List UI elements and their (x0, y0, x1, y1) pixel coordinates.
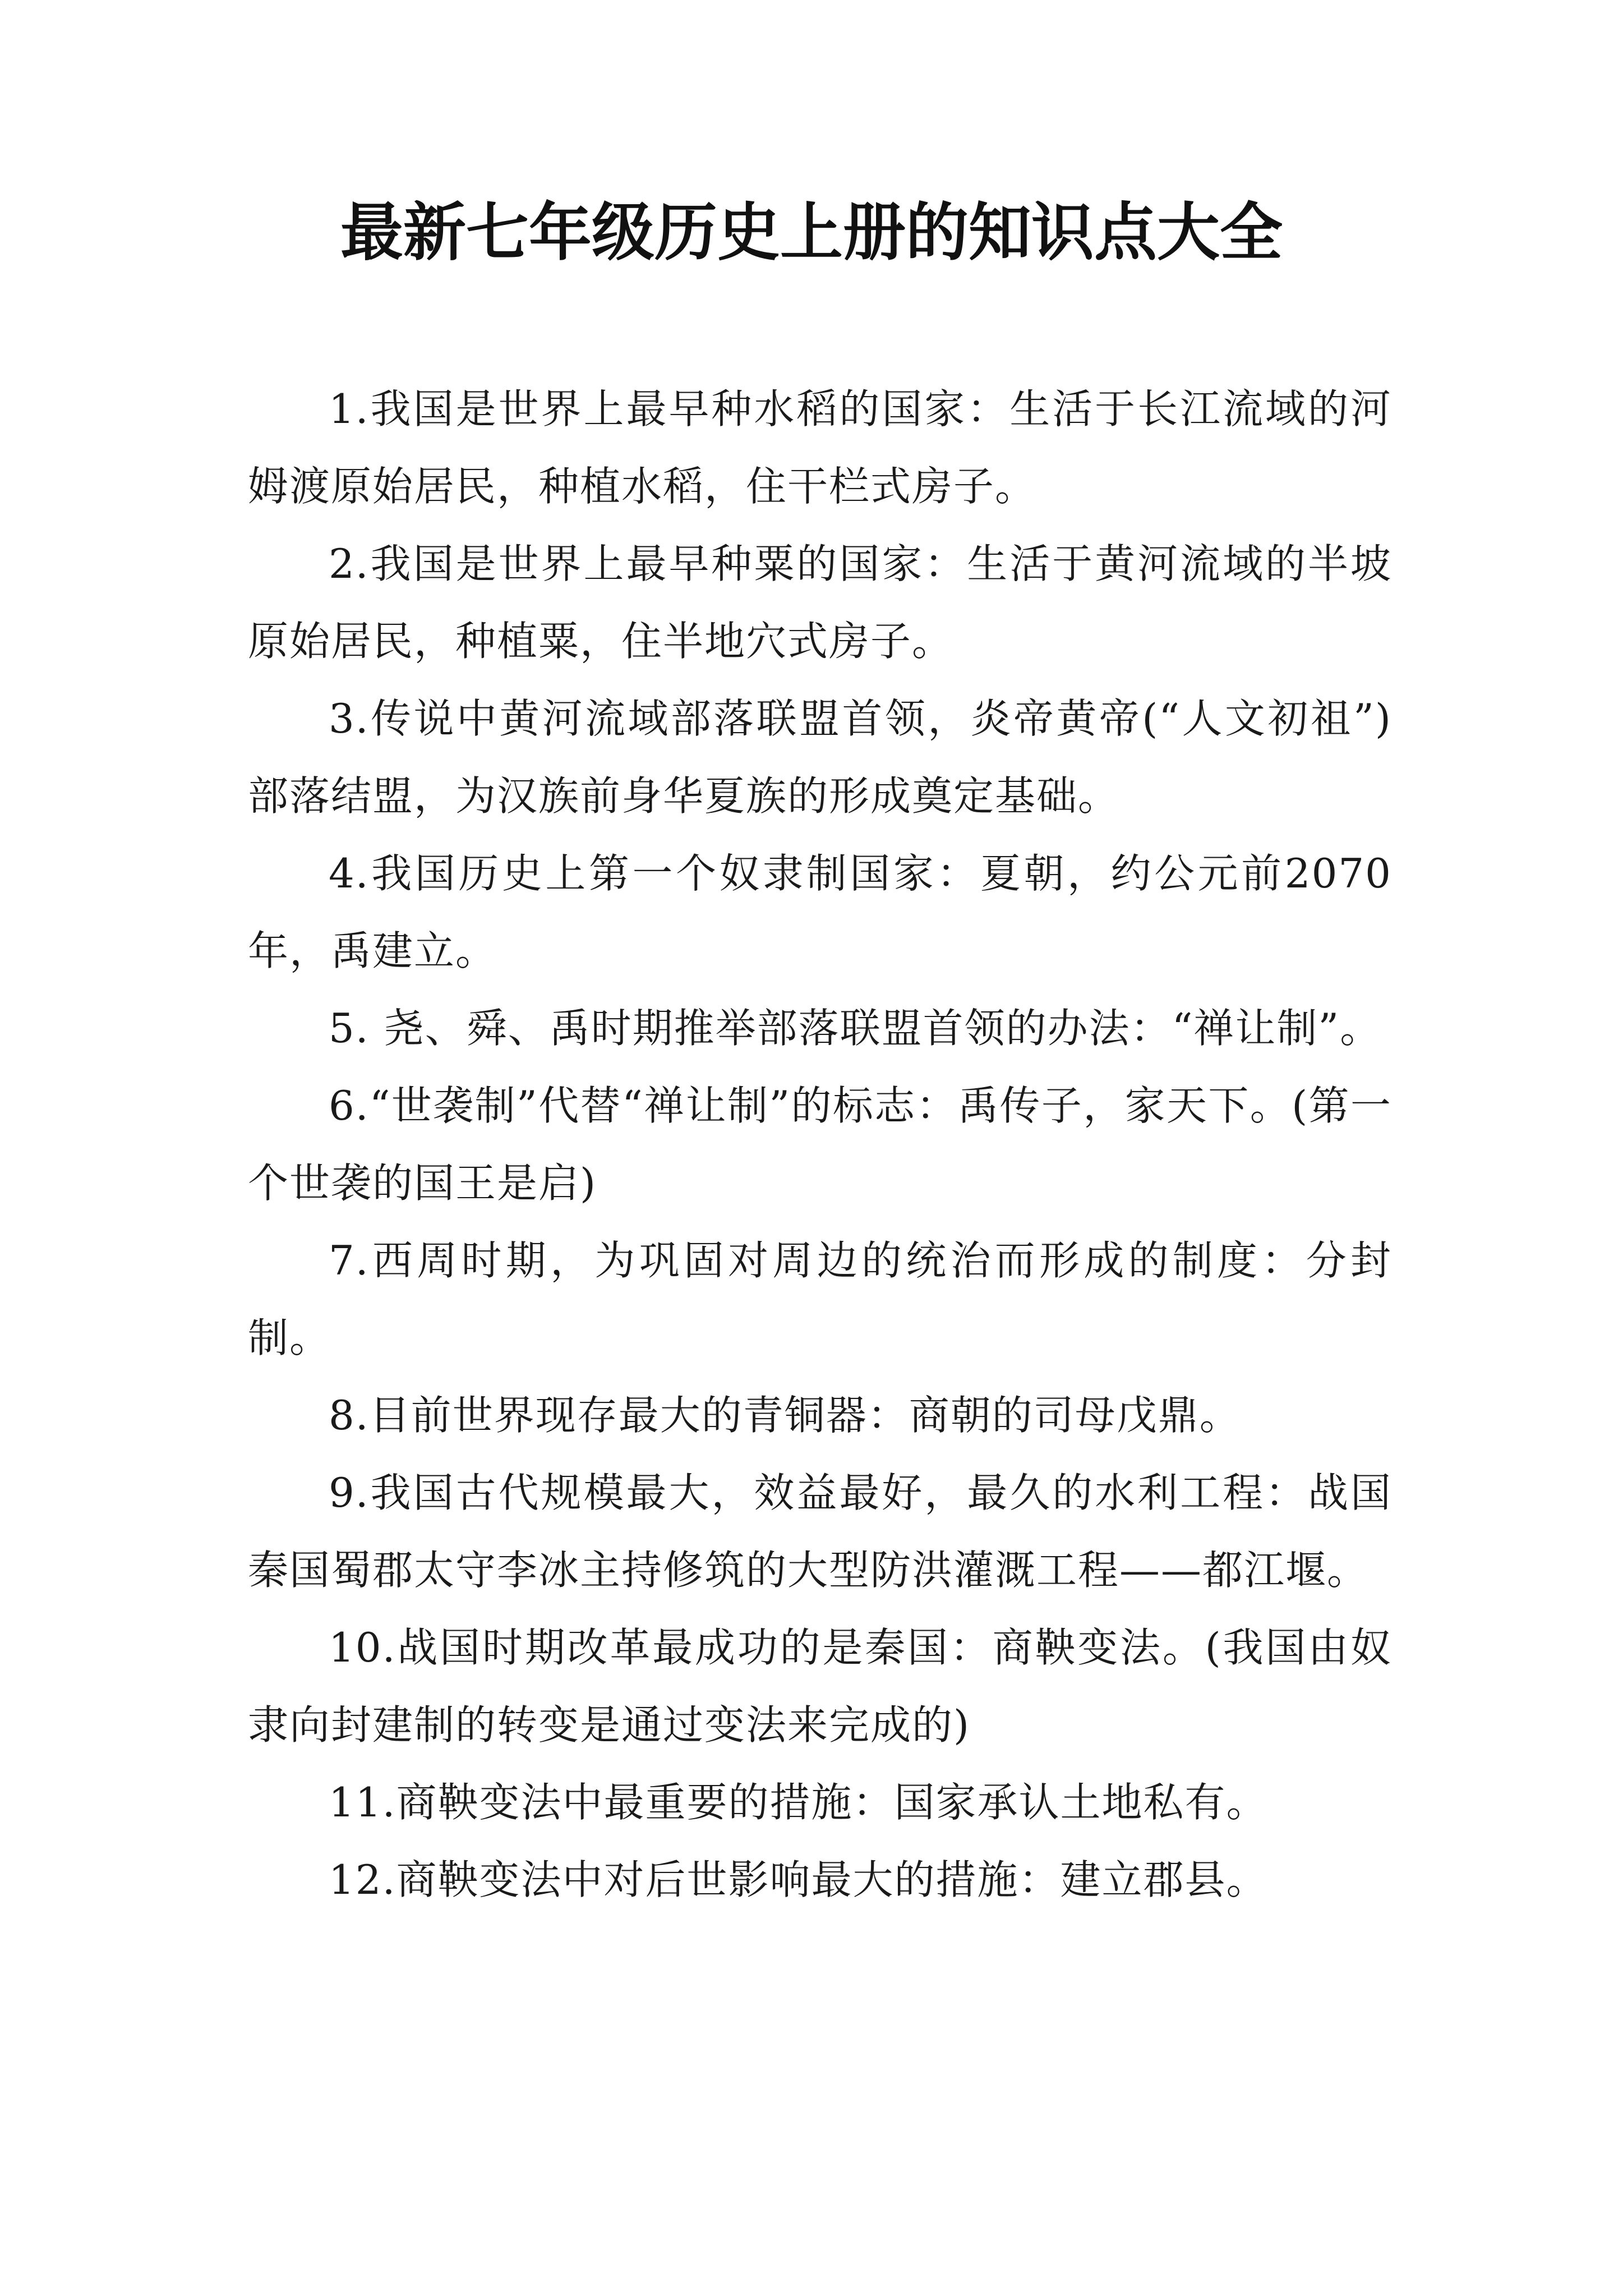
paragraph-12: 12.商鞅变法中对后世影响最大的措施：建立郡县。 (329, 1856, 1268, 1903)
document-title: 最新七年级历史上册的知识点大全 (340, 196, 1283, 269)
paragraph-9: 9.我国古代规模最大，效益最好，最久的水利工程：战国秦国蜀郡太守李冰主持修筑的大型防洪灌溉工程——都江堰。 (248, 1469, 1392, 1594)
paragraph-8: 8.目前世界现存最大的青铜器：商朝的司母戊鼎。 (329, 1392, 1241, 1439)
paragraph-6: 6.“世袭制”代替“禅让制”的标志：禹传子，家天下。(第一个世袭的国王是启) (248, 1082, 1392, 1207)
paragraph-5: 5. 尧、舜、禹时期推举部落联盟首领的办法：“禅让制”。 (329, 1005, 1382, 1052)
document-body (248, 370, 1392, 1918)
paragraph-7: 7.西周时期，为巩固对周边的统治而形成的制度：分封制。 (248, 1237, 1392, 1361)
paragraph-1: 1.我国是世界上最早种水稻的国家：生活于长江流域的河姆渡原始居民，种植水稻，住干栏式房子。 (248, 385, 1392, 510)
paragraph-2: 2.我国是世界上最早种粟的国家：生活于黄河流域的半坡原始居民，种植粟，住半地穴式房子。 (248, 540, 1392, 665)
paragraph-11: 11.商鞅变法中最重要的措施：国家承认土地私有。 (329, 1779, 1268, 1826)
paragraph-10: 10.战国时期改革最成功的是秦国：商鞅变法。(我国由奴隶向封建制的转变是通过变法来完成的) (248, 1624, 1392, 1749)
paragraph-4: 4.我国历史上第一个奴隶制国家：夏朝，约公元前2070年，禹建立。 (248, 850, 1392, 974)
paragraph-3: 3.传说中黄河流域部落联盟首领，炎帝黄帝(“人文初祖”)部落结盟，为汉族前身华夏族的形成奠定基础。 (248, 695, 1392, 820)
